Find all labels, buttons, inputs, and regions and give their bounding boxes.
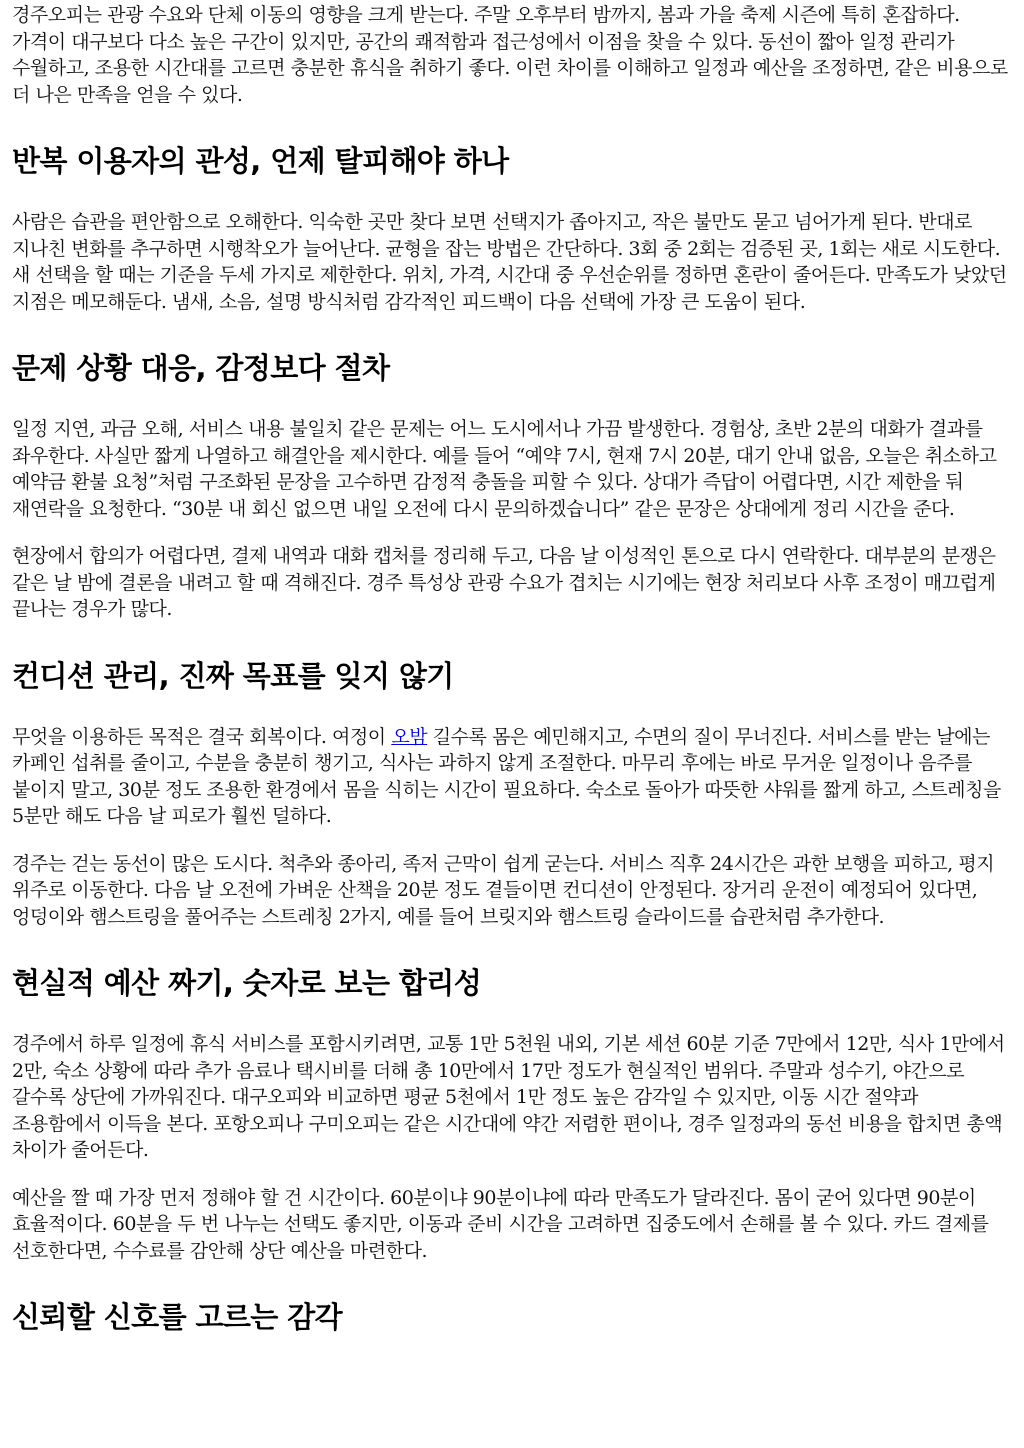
section-heading-condition: 컨디션 관리, 진짜 목표를 잊지 않기 <box>12 658 454 693</box>
section-paragraph: 예산을 짤 때 가장 먼저 정해야 할 건 시간이다. 60분이냐 90분이냐에 따라 만족도가 달라진다. 몸이 굳어 있다면 90분이 효율적이다. 60분을 두 번 나누는 선택도 좋지만, 이동과 준비 시간을 고려하면 집중도에서 손해를 볼 수 있다. 카드 결제를 선호한다면, 수수료를 감안해 상단 예산을 마련한다. <box>12 1186 989 1262</box>
section-paragraph-with-link <box>12 724 1012 830</box>
intro-paragraph: 경주오피는 관광 수요와 단체 이동의 영향을 크게 받는다. 주말 오후부터 밤까지, 봄과 가을 축제 시즌에 특히 혼잡하다. 가격이 대구보다 다소 높은 구간이 있지만, 공간의 쾌적함과 접근성에서 이점을 찾을 수 있다. 동선이 짧아 일정 관리가 수월하고, 조용한 시간대를 고르면 충분한 휴식을 취하기 좋다. 이런 차이를 이해하고 일정과 예산을 조정하면, 같은 비용으로 더 나은 만족을 얻을 수 있다. <box>12 4 1008 106</box>
paragraph-text-after-link: 길수록 몸은 예민해지고, 수면의 질이 무너진다. 서비스를 받는 날에는 카페인 섭취를 줄이고, 수분을 충분히 챙기고, 식사는 과하지 않게 조절한다. 마무리 후에는 바로 무거운 일정이나 음주를 붙이지 말고, 30분 정도 조용한 환경에서 몸을 식히는 시간이 필요하다. 숙소로 돌아가 따뜻한 샤워를 짧게 하고, 스트레칭을 5분만 해도 다음 날 피로가 훨씬 덜하다. <box>12 725 1001 827</box>
section-heading-repeat-users: 반복 이용자의 관성, 언제 탈피해야 하나 <box>12 144 509 178</box>
section-paragraph: 경주는 걷는 동선이 많은 도시다. 척추와 종아리, 족저 근막이 쉽게 굳는다. 서비스 직후 24시간은 과한 보행을 피하고, 평지 위주로 이동한다. 다음 날 오전에 가벼운 산책을 20분 정도 곁들이면 컨디션이 안정된다. 장거리 운전이 예정되어 있다면, 엉덩이와 햄스트링을 풀어주는 스트레칭 2가지, 예를 들어 브릿지와 햄스트링 슬라이드를 습관처럼 추가한다. <box>12 852 995 928</box>
section-paragraph: 일정 지연, 과금 오해, 서비스 내용 불일치 같은 문제는 어느 도시에서나 가끔 발생한다. 경험상, 초반 2분의 대화가 결과를 좌우한다. 사실만 짧게 나열하고 해결안을 제시한다. 예를 들어 “예약 7시, 현재 7시 20분, 대기 안내 없음, 오늘은 취소하고 예약금 환불 요청”처럼 구조화된 문장을 고수하면 감정적 충돌을 피할 수 있다. 상대가 즉답이 어렵다면, 시간 제한을 둬 재연락을 요청한다. “30분 내 회신 없으면 내일 오전에 다시 문의하겠습니다” 같은 문장은 상대에게 정리 시간을 준다. <box>12 418 997 520</box>
article-page <box>12 0 1012 1337</box>
section-heading-trust-signals: 신뢰할 신호를 고르는 감각 <box>12 1300 343 1334</box>
section-paragraph: 사람은 습관을 편안함으로 오해한다. 익숙한 곳만 찾다 보면 선택지가 좁아지고, 작은 불만도 묻고 넘어가게 된다. 반대로 지나친 변화를 추구하면 시행착오가 늘어난다. 균형을 잡는 방법은 간단하다. 3회 중 2회는 검증된 곳, 1회는 새로 시도한다. 새 선택을 할 때는 기준을 두세 가지로 제한한다. 위치, 가격, 시간대 중 우선순위를 정하면 혼란이 줄어든다. 만족도가 낮았던 지점은 메모해둔다. 냄새, 소음, 설명 방식처럼 감각적인 피드백이 다음 선택에 가장 큰 도움이 된다. <box>12 211 1007 313</box>
section-paragraph: 경주에서 하루 일정에 휴식 서비스를 포함시키려면, 교통 1만 5천원 내외, 기본 세션 60분 기준 7만에서 12만, 식사 1만에서 2만, 숙소 상황에 따라 추가 음료나 택시비를 더해 총 10만에서 17만 정도가 현실적인 범위다. 주말과 성수기, 야간으로 갈수록 상단에 가까워진다. 대구오피와 비교하면 평균 5천에서 1만 정도 높은 감각일 수 있지만, 이동 시간 절약과 조용함에서 이득을 본다. 포항오피나 구미오피는 같은 시간대에 약간 저렴한 편이나, 경주 일정과의 동선 비용을 합치면 총액 차이가 줄어든다. <box>12 1033 1005 1161</box>
paragraph-text-before-link: 무엇을 이용하든 목적은 결국 회복이다. 여정이 <box>12 725 392 748</box>
section-heading-problem-response: 문제 상황 대응, 감정보다 절차 <box>12 351 390 385</box>
section-paragraph: 현장에서 합의가 어렵다면, 결제 내역과 대화 캡처를 정리해 두고, 다음 날 이성적인 톤으로 다시 연락한다. 대부분의 분쟁은 같은 날 밤에 결론을 내려고 할 때 격해진다. 경주 특성상 관광 수요가 겹치는 시기에는 현장 처리보다 사후 조정이 매끄럽게 끝나는 경우가 많다. <box>12 545 996 620</box>
inline-link-obam[interactable]: 오밤 <box>391 725 428 748</box>
section-heading-budget: 현실적 예산 짜기, 숫자로 보는 합리성 <box>12 966 482 1000</box>
